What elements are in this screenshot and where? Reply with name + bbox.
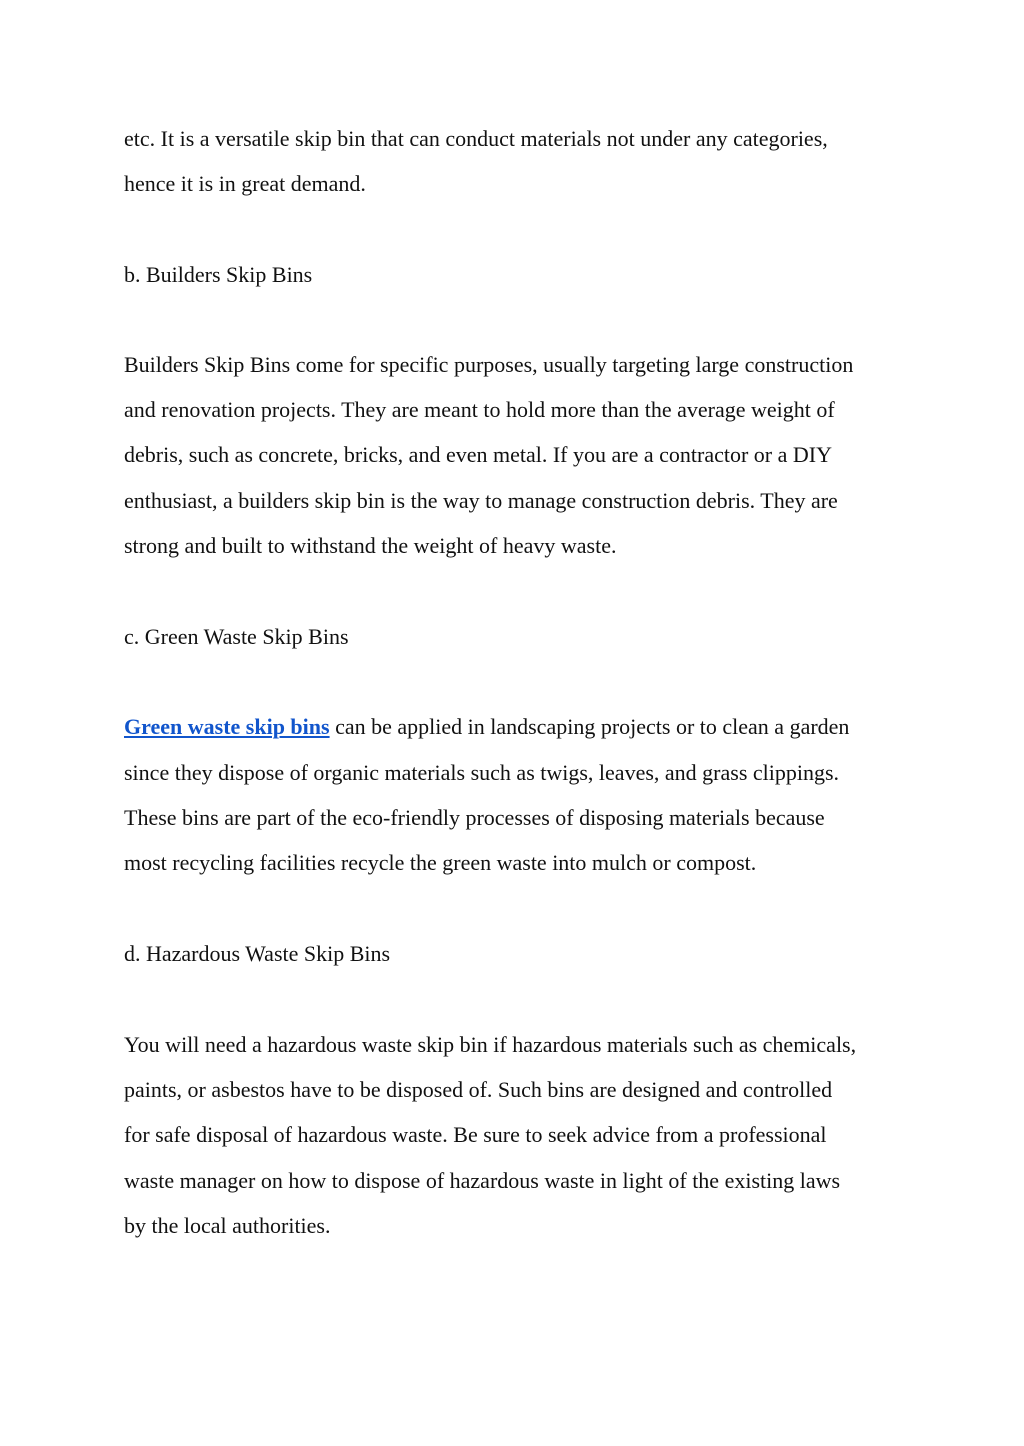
- green-line-1: [124, 713, 849, 741]
- green-line-2: since they dispose of organic materials such as twigs, leaves, and grass clippings.: [124, 760, 840, 785]
- green-line-1-text: can be applied in landscaping projects or to clean a garden: [329, 714, 850, 739]
- hazardous-line-2: paints, or asbestos have to be disposed of. Such bins are designed and controlled: [124, 1077, 833, 1102]
- builders-line-4: enthusiast, a builders skip bin is the way to manage construction debris. They are: [124, 488, 838, 513]
- builders-line-3: debris, such as concrete, bricks, and even metal. If you are a contractor or a DIY: [124, 442, 832, 467]
- heading-hazardous-waste-skip-bins: d. Hazardous Waste Skip Bins: [124, 941, 391, 966]
- heading-green-waste-skip-bins: c. Green Waste Skip Bins: [124, 624, 349, 649]
- builders-line-1: Builders Skip Bins come for specific purposes, usually targeting large construction: [124, 352, 854, 377]
- builders-line-2: and renovation projects. They are meant to hold more than the average weight of: [124, 397, 835, 422]
- intro-line-2: hence it is in great demand.: [124, 171, 366, 196]
- hazardous-line-3: for safe disposal of hazardous waste. Be sure to seek advice from a professional: [124, 1122, 827, 1147]
- hazardous-line-5: by the local authorities.: [124, 1213, 331, 1238]
- hazardous-line-1: You will need a hazardous waste skip bin if hazardous materials such as chemicals,: [124, 1032, 857, 1057]
- builders-line-5: strong and built to withstand the weight of heavy waste.: [124, 533, 617, 558]
- green-waste-skip-bins-link[interactable]: Green waste skip bins: [124, 714, 330, 739]
- hazardous-line-4: waste manager on how to dispose of hazardous waste in light of the existing laws: [124, 1168, 841, 1193]
- intro-line-1: etc. It is a versatile skip bin that can conduct materials not under any categories,: [124, 126, 828, 151]
- heading-builders-skip-bins: b. Builders Skip Bins: [124, 262, 313, 287]
- green-line-4: most recycling facilities recycle the green waste into mulch or compost.: [124, 850, 757, 875]
- green-line-3: These bins are part of the eco-friendly processes of disposing materials because: [124, 805, 825, 830]
